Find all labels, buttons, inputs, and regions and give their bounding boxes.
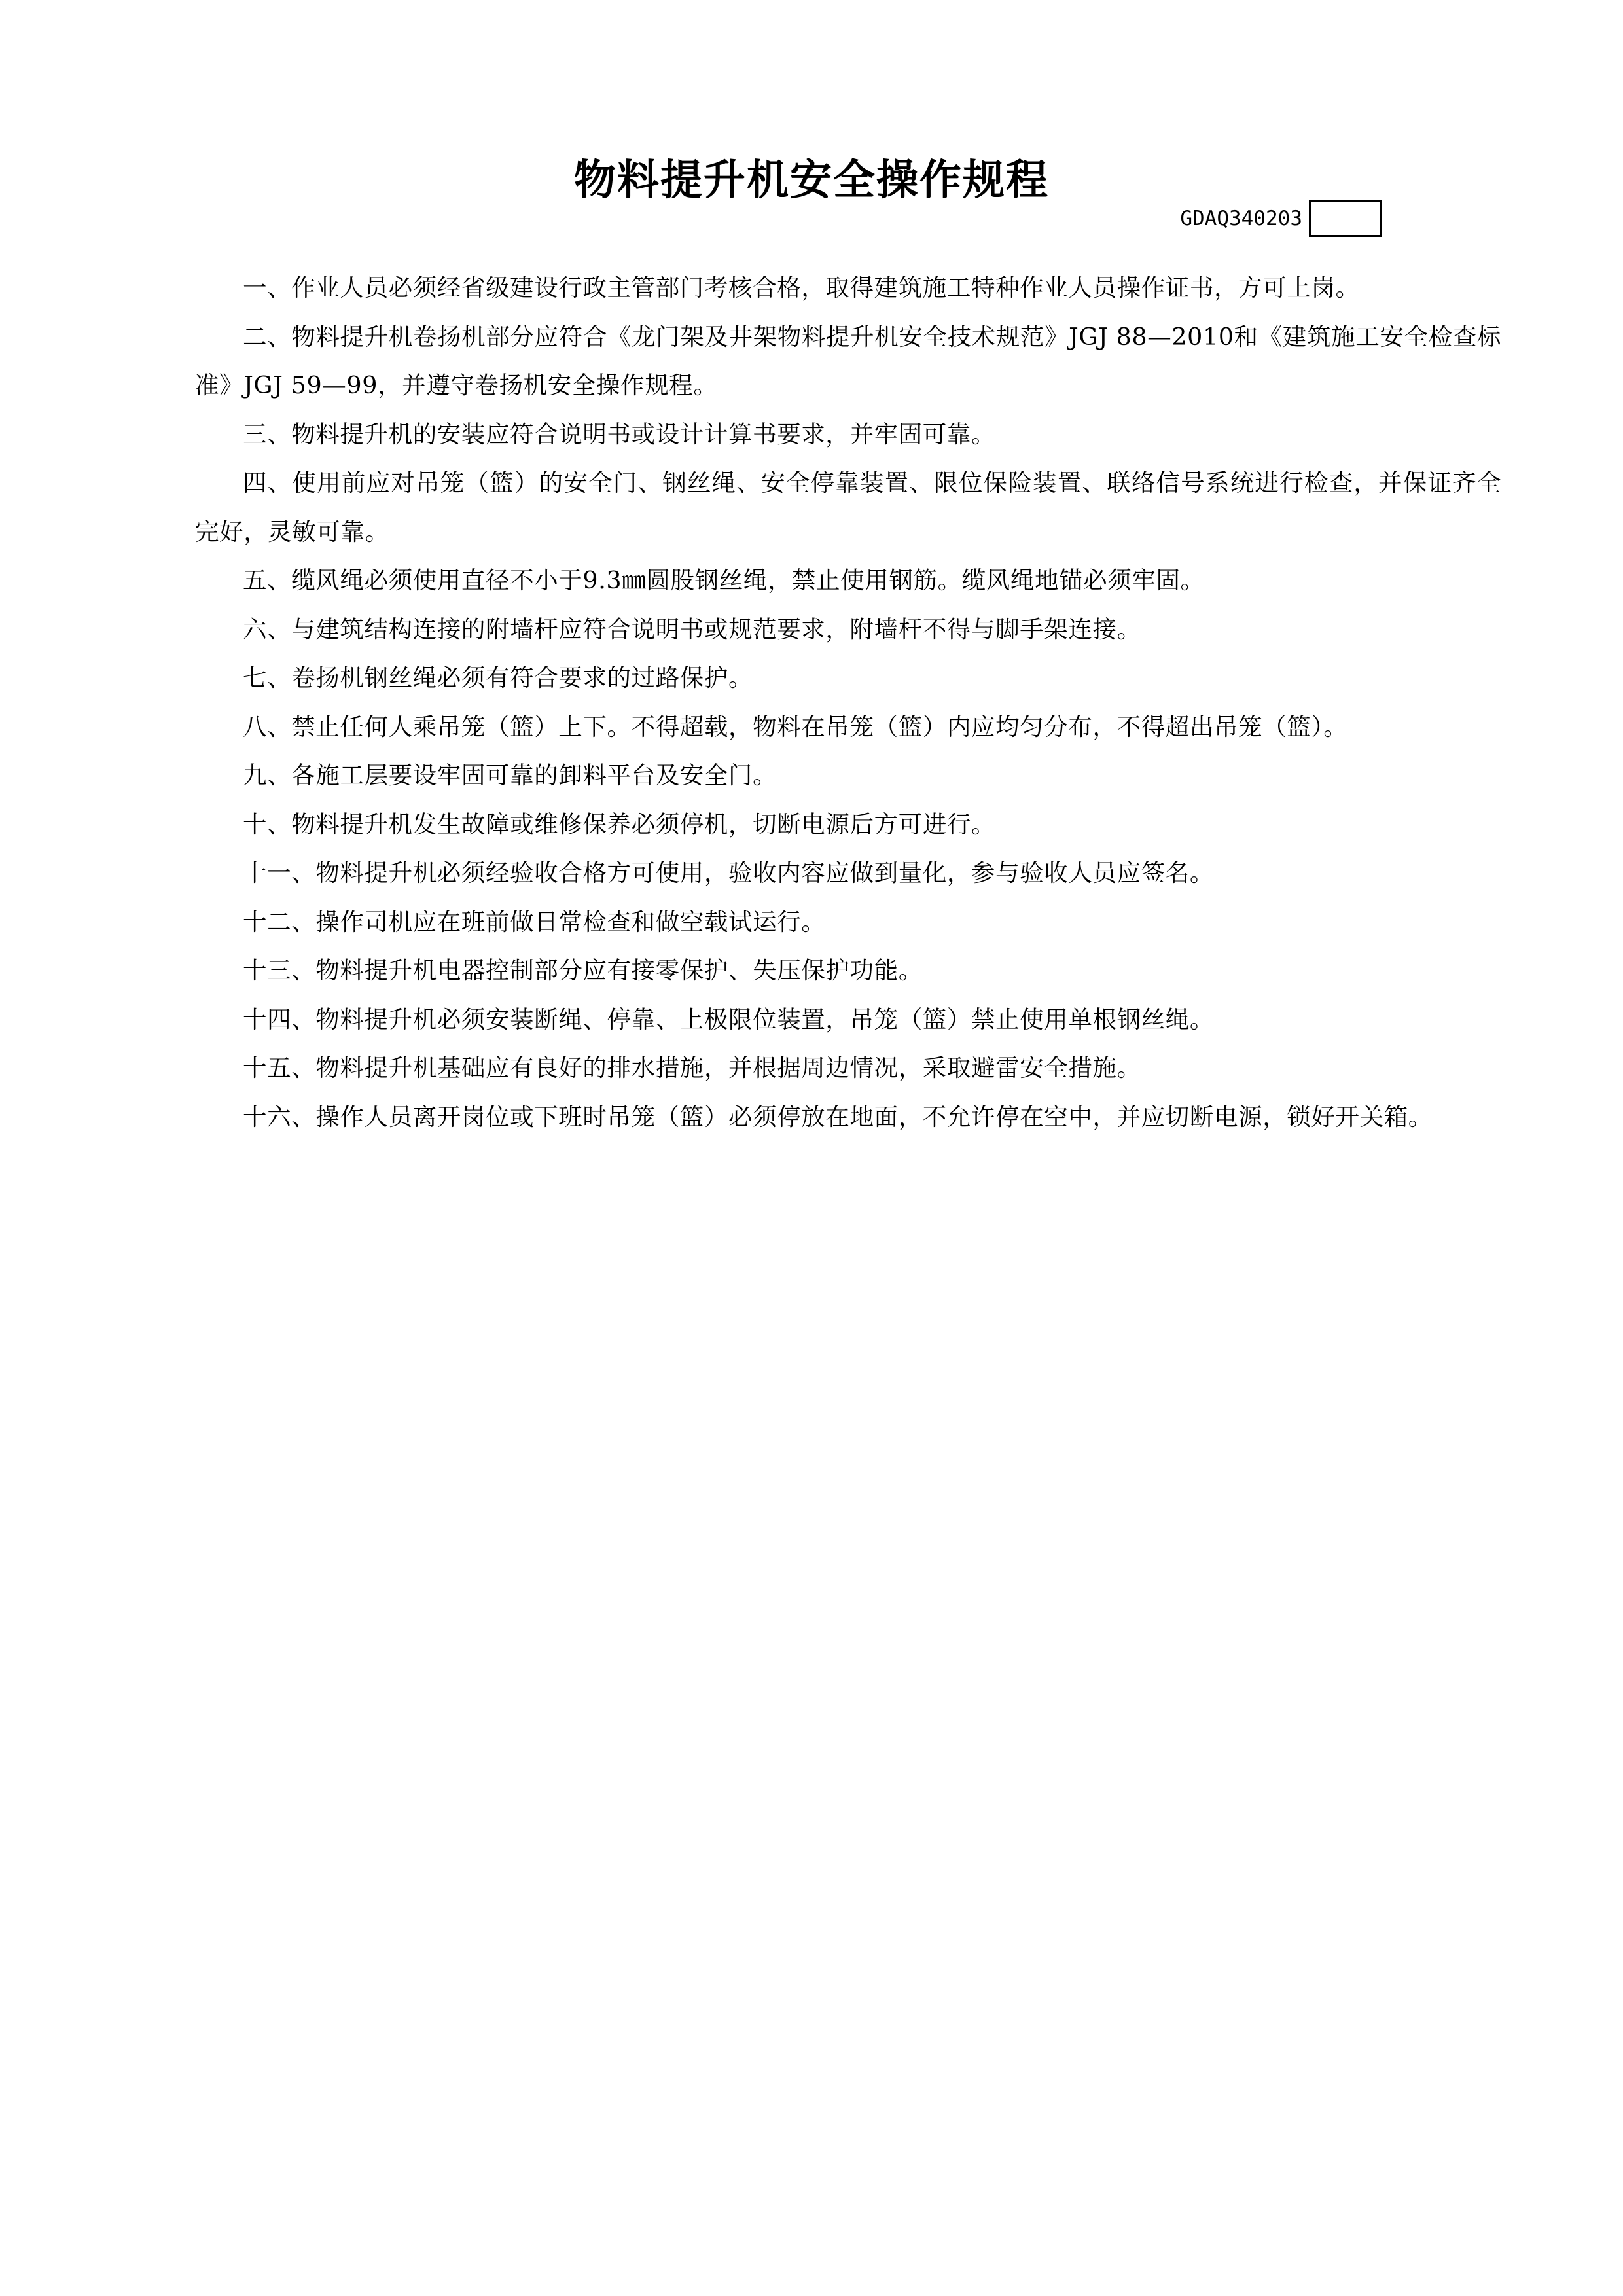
rule-item: 三、物料提升机的安装应符合说明书或设计计算书要求，并牢固可靠。 — [243, 420, 996, 448]
rule-item: 一、作业人员必须经省级建设行政主管部门考核合格，取得建筑施工特种作业人员操作证书，方可上岗。 — [243, 274, 1360, 302]
rule-item: 十六、操作人员离开岗位或下班时吊笼（篮）必须停放在地面，不允许停在空中，并应切断电源，锁好开关箱。 — [243, 1102, 1433, 1131]
rule-item: 十一、物料提升机必须经验收合格方可使用，验收内容应做到量化，参与验收人员应签名。 — [243, 859, 1214, 887]
rule-item: 十二、操作司机应在班前做日常检查和做空载试运行。 — [243, 907, 826, 936]
rule-item: 十四、物料提升机必须安装断绳、停靠、上极限位装置，吊笼（篮）禁止使用单根钢丝绳。 — [243, 1005, 1214, 1033]
rule-item: 五、缆风绳必须使用直径不小于9.3㎜圆股钢丝绳，禁止使用钢筋。缆风绳地锚必须牢固。 — [243, 566, 1205, 594]
rules-list — [195, 264, 1501, 1141]
rule-item: 二、物料提升机卷扬机部分应符合《龙门架及井架物料提升机安全技术规范》JGJ 88—2010和《建筑施工安全检查标准》JGJ 59—99，并遵守卷扬机安全操作规程。 — [195, 322, 1501, 399]
code-suffix-box — [1309, 200, 1382, 237]
page-title: 物料提升机安全操作规程 — [574, 156, 1049, 205]
rule-item: 十五、物料提升机基础应有良好的排水措施，并根据周边情况，采取避雷安全措施。 — [243, 1054, 1141, 1082]
rule-item: 九、各施工层要设牢固可靠的卸料平台及安全门。 — [243, 761, 777, 789]
rule-item: 四、使用前应对吊笼（篮）的安全门、钢丝绳、安全停靠装置、限位保险装置、联络信号系统进行检查，并保证齐全完好，灵敏可靠。 — [195, 469, 1501, 546]
document-code: GDAQ340203 — [1180, 207, 1302, 230]
rule-item: 八、禁止任何人乘吊笼（篮）上下。不得超载，物料在吊笼（篮）内应均匀分布，不得超出吊笼（篮）。 — [243, 712, 1348, 741]
rule-item: 七、卷扬机钢丝绳必须有符合要求的过路保护。 — [243, 664, 753, 692]
rule-item: 十、物料提升机发生故障或维修保养必须停机，切断电源后方可进行。 — [243, 810, 996, 838]
rule-item: 十三、物料提升机电器控制部分应有接零保护、失压保护功能。 — [243, 956, 923, 984]
rule-item: 六、与建筑结构连接的附墙杆应符合说明书或规范要求，附墙杆不得与脚手架连接。 — [243, 615, 1141, 643]
document-code-row — [1180, 199, 1382, 238]
